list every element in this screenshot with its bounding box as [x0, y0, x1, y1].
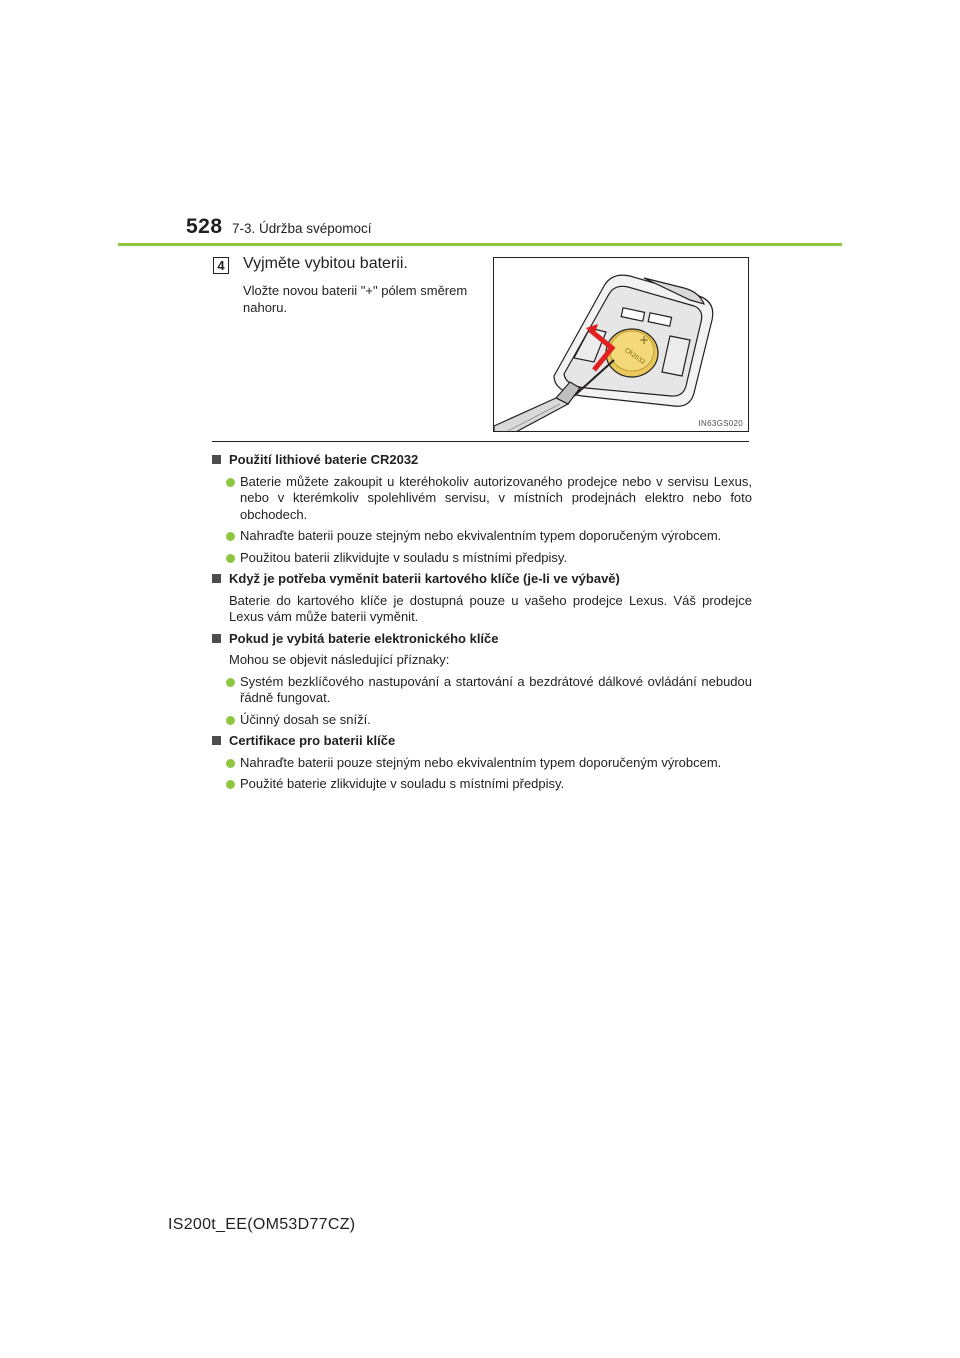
- battery-plus-mark: +: [639, 333, 650, 347]
- circle-bullet-icon: [226, 716, 235, 725]
- circle-bullet-icon: [226, 759, 235, 768]
- list-item: Systém bezklíčového nastupování a startování a bezdrátové dálkové ovládání nebudou řádně fungovat.: [212, 674, 752, 707]
- battery-type-label: CR2032: [623, 346, 647, 367]
- note-heading: Pokud je vybitá baterie elektronického klíče: [212, 631, 752, 648]
- note-heading: Když je potřeba vyměnit baterii kartového klíče (je-li ve výbavě): [212, 571, 752, 588]
- header-rule: [118, 243, 842, 246]
- note-heading: Použití lithiové baterie CR2032: [212, 452, 752, 469]
- circle-bullet-icon: [226, 780, 235, 789]
- figure-code: IN63GS020: [698, 419, 743, 428]
- square-bullet-icon: [212, 574, 221, 583]
- list-item: Baterie můžete zakoupit u kteréhokoliv autorizovaného prodejce nebo v servisu Lexus, nebo v kterémkoliv spolehlivém servisu, v místních prodejnách elektro nebo foto obchodech.: [212, 474, 752, 524]
- battery-replacement-figure: [493, 257, 749, 432]
- circle-bullet-icon: [226, 554, 235, 563]
- key-battery-illustration: [494, 258, 749, 432]
- list-item: Nahraďte baterii pouze stejným nebo ekvivalentním typem doporučeným výrobcem.: [212, 755, 752, 772]
- notes-section: [212, 452, 752, 798]
- list-item: Použitou baterii zlikvidujte v souladu s místními předpisy.: [212, 550, 752, 567]
- page-header: [0, 0, 960, 250]
- circle-bullet-icon: [226, 678, 235, 687]
- square-bullet-icon: [212, 634, 221, 643]
- step-number-badge: 4: [213, 257, 229, 274]
- note-paragraph: Baterie do kartového klíče je dostupná pouze u vašeho prodejce Lexus. Váš prodejce Lexus vám může baterii vyměnit.: [229, 592, 752, 624]
- section-title: 7-3. Údržba svépomocí: [232, 221, 372, 236]
- circle-bullet-icon: [226, 532, 235, 541]
- list-item: Nahraďte baterii pouze stejným nebo ekvivalentním typem doporučeným výrobcem.: [212, 528, 752, 545]
- list-item: Použité baterie zlikvidujte v souladu s místními předpisy.: [212, 776, 752, 793]
- list-item: Účinný dosah se sníží.: [212, 712, 752, 729]
- note-paragraph: Mohou se objevit následující příznaky:: [229, 652, 450, 667]
- step-note: Vložte novou baterii "+" pólem směrem nahoru.: [243, 283, 468, 315]
- step-instruction: Vyjměte vybitou baterii.: [243, 255, 408, 272]
- page-number: 528: [186, 215, 223, 238]
- note-heading: Certifikace pro baterii klíče: [212, 733, 752, 750]
- model-code-footer: IS200t_EE(OM53D77CZ): [168, 1216, 356, 1233]
- section-divider: [212, 441, 749, 442]
- square-bullet-icon: [212, 455, 221, 464]
- square-bullet-icon: [212, 736, 221, 745]
- circle-bullet-icon: [226, 478, 235, 487]
